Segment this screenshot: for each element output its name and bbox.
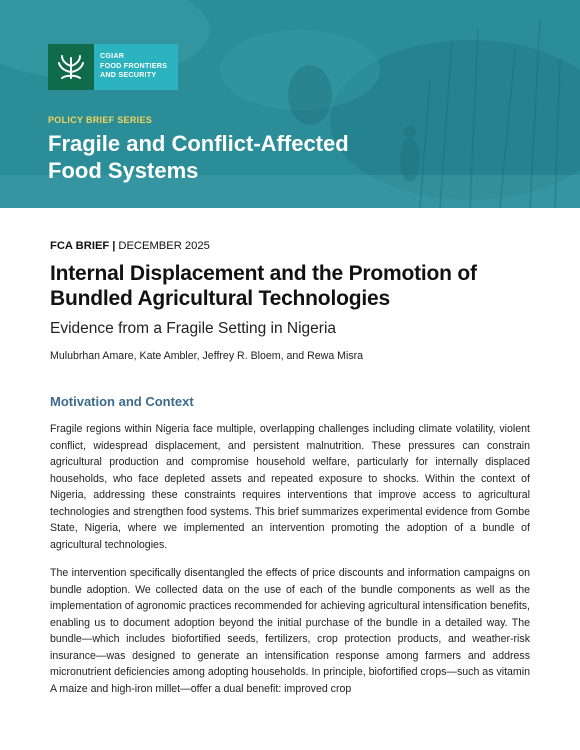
cgiar-logo	[48, 44, 178, 90]
series-label: POLICY BRIEF SERIES	[48, 115, 153, 125]
brief-type: FCA BRIEF	[50, 240, 110, 252]
brief-date: DECEMBER 2025	[118, 240, 210, 252]
brief-title: Internal Displacement and the Promotion of Bundled Agricultural Technologies	[50, 262, 477, 310]
logo-line-2: FOOD FRONTIERS	[100, 60, 168, 70]
logo-line-1: CGIAR	[100, 51, 125, 60]
paragraph-1: Fragile regions within Nigeria face multiple, overlapping challenges including climate volatility, violent conflict, widespread displacement, and persistent malnutrition. These pressures can constrain agricultural production and compromise household welfare, particularly for internally displaced households, who face depleted assets and repeated exposure to shocks. Within the context of Nigeria, addressing these constraints requires interventions that improve access to agricultural technologies and strengthen food systems. This brief summarizes experimental evidence from Gombe State, Nigeria, where we implemented an intervention promoting the adoption of a bundle of agricultural technologies.	[50, 423, 530, 551]
header-banner	[0, 0, 580, 208]
wheat-leaf-icon	[48, 44, 94, 90]
brief-subtitle: Evidence from a Fragile Setting in Nigeria	[50, 320, 337, 337]
brief-content	[50, 208, 530, 697]
meta-separator: |	[112, 240, 116, 252]
brief-authors: Mulubrhan Amare, Kate Ambler, Jeffrey R. Bloem, and Rewa Misra	[50, 350, 364, 362]
section-heading: Motivation and Context	[50, 394, 194, 409]
brief-meta	[50, 240, 530, 252]
logo-line-3: AND SECURITY	[100, 70, 157, 80]
logo-text	[100, 51, 167, 80]
series-title-line-1: Fragile and Conflict-Affected	[48, 131, 349, 156]
paragraph-2: The intervention specifically disentangled the effects of price discounts and information campaigns on bundle adoption. We collected data on the use of each of the bundle components as well as the implementation of agronomic practices recommended for achieving agricultural intensification benefits, enabling us to document adoption beyond the initial purchase of the bundle in a detailed way. The bundle—which includes biofortified seeds, fertilizers, crop protection products, and weather-risk insurance—was designed to generate an intensification response among farmers and address micronutrient deficiencies among adopting households. In principle, biofortified crops—such as vitamin A maize and high-iron millet—offer a dual benefit: improved crop	[50, 567, 530, 695]
series-title-line-2: Food Systems	[48, 158, 199, 183]
series-title	[48, 130, 349, 184]
